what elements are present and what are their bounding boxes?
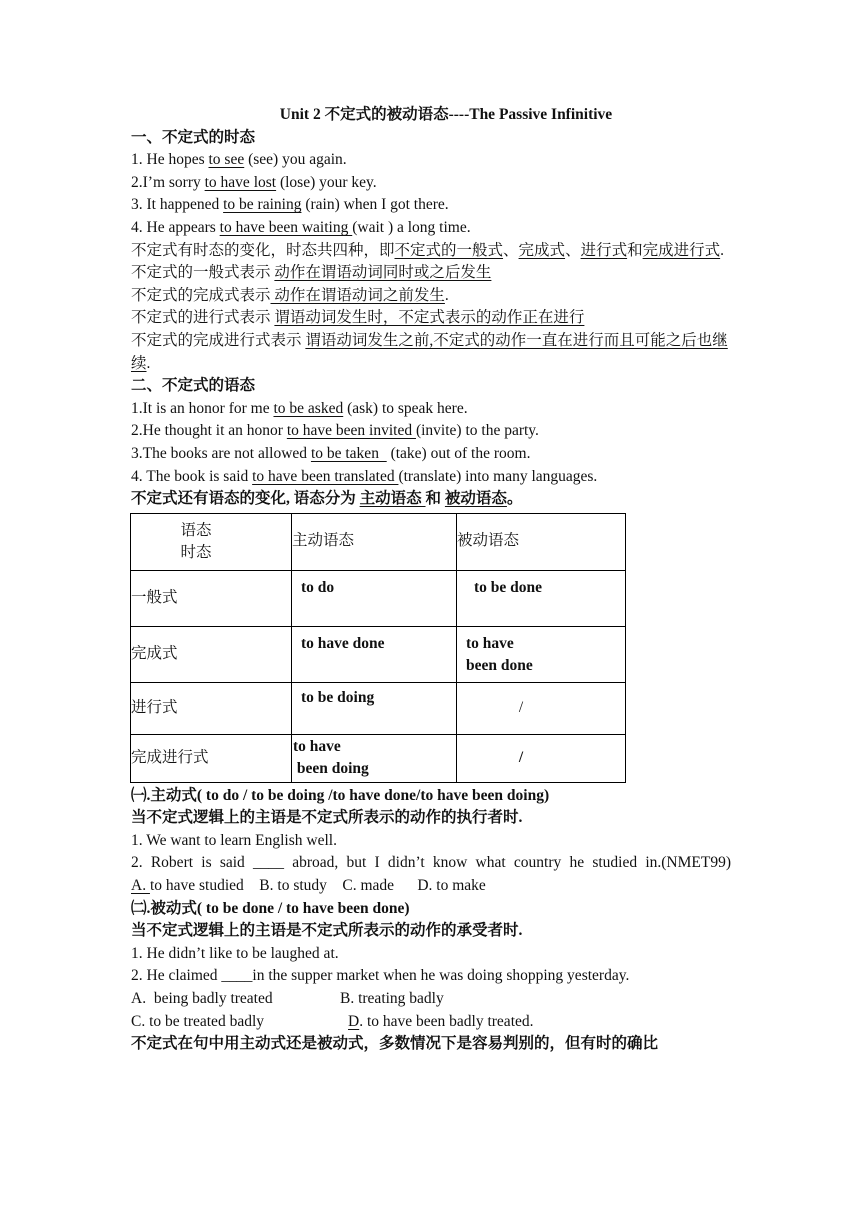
passive-example-2: 2. He claimed ____in the supper market when he was doing shopping yesterday. — [131, 967, 630, 985]
passive-form-heading: ㈡.被动式( to be done / to have been done) — [131, 899, 410, 917]
table-header-active: 主动语态 — [292, 513, 457, 570]
tense-example-2: 2.I’m sorry to have lost (lose) your key. — [131, 173, 377, 191]
option-b: B. to study — [259, 877, 327, 895]
table-row — [131, 570, 626, 626]
option-d-text: . to have been badly treated. — [359, 1012, 534, 1030]
passive-form-rule: 当不定式逻辑上的主语是不定式所表示的动作的承受者时. — [131, 922, 523, 940]
answer: to have been waiting — [219, 218, 353, 236]
option-a: A. being badly treated — [131, 990, 273, 1008]
answer: to see — [208, 151, 245, 169]
page-title: Unit 2 不定式的被动语态----The Passive Infinitive — [279, 106, 613, 123]
table-tense-cell: 完成式 — [131, 626, 292, 682]
option-d-label: D — [348, 1012, 360, 1030]
option-c: C. made — [342, 877, 395, 895]
answer: to be asked — [273, 399, 344, 417]
option-a-label: A. — [131, 877, 150, 895]
table-passive-cell: to be done — [457, 570, 626, 626]
table-active-cell: to have been doing — [292, 734, 457, 782]
answer: to have been translated — [252, 467, 399, 485]
active-example-1: 1. We want to learn English well. — [131, 831, 337, 849]
table-active-cell: to do — [292, 570, 457, 626]
option-c: C. to be treated badly — [131, 1012, 264, 1030]
table-tense-cell: 进行式 — [131, 682, 292, 734]
voice-example-4: 4. The book is said to have been translated (translate) into many languages. — [131, 467, 598, 485]
table-tense-cell: 一般式 — [131, 570, 292, 626]
passive-example-1: 1. He didn’t like to be laughed at. — [131, 944, 339, 962]
option-d: D. to make — [417, 877, 486, 895]
answer: to be raining — [223, 196, 302, 214]
active-example-2: 2. Robert is said ____ abroad, but I didn’t know what country he studied in.(NMET99) — [131, 854, 731, 872]
document-page — [131, 104, 731, 1056]
tense-example-3: 3. It happened to be raining (rain) when I got there. — [131, 196, 449, 214]
closing-paragraph: 不定式在句中用主动式还是被动式，多数情况下是容易判别的，但有时的确比 — [131, 1035, 659, 1053]
option-b: B. treating badly — [340, 990, 444, 1008]
table-tense-cell: 完成进行式 — [131, 734, 292, 782]
voice-example-2: 2.He thought it an honor to have been invited (invite) to the party. — [131, 422, 539, 440]
table-header-passive: 被动语态 — [457, 513, 626, 570]
table-header-row — [131, 513, 626, 570]
tense-example-1: 1. He hopes to see (see) you again. — [131, 151, 347, 169]
tense-voice-table — [130, 513, 626, 783]
active-options — [131, 875, 731, 898]
table-row — [131, 734, 626, 782]
table-passive-cell: / — [457, 682, 626, 734]
voice-example-3: 3.The books are not allowed to be taken (take) out of the room. — [131, 444, 531, 462]
passive-options-row1 — [131, 988, 731, 1011]
voice-example-1: 1.It is an honor for me to be asked (ask) to speak here. — [131, 399, 468, 417]
option-a-text: to have studied — [149, 877, 244, 895]
tense-rule-perfect: 不定式的完成式表示 动作在谓语动词之前发生. — [131, 286, 449, 304]
section1-heading: 一、不定式的时态 — [131, 128, 256, 146]
table-passive-cell: / — [457, 734, 626, 782]
tense-rule-perfect-progressive: 不定式的完成进行式表示 谓语动词发生之前,不定式的动作一直在进行而且可能之后也继续. — [131, 331, 728, 372]
answer: to have lost — [204, 173, 277, 191]
active-form-heading: ㈠.主动式( to do / to be doing /to have done/to have been doing) — [131, 786, 550, 804]
table-active-cell: to be doing — [292, 682, 457, 734]
table-row — [131, 682, 626, 734]
table-row — [131, 626, 626, 682]
answer: to have been invited — [286, 422, 416, 440]
tense-example-4: 4. He appears to have been waiting (wait ) a long time. — [131, 218, 471, 236]
table-passive-cell: to have been done — [457, 626, 626, 682]
voice-summary: 不定式还有语态的变化, 语态分为 主动语态 和 被动语态。 — [131, 490, 523, 508]
section2-heading: 二、不定式的语态 — [131, 377, 256, 395]
tense-rule-simple: 不定式的一般式表示 动作在谓语动词同时或之后发生 — [131, 264, 492, 282]
answer: to be taken — [310, 444, 387, 462]
table-active-cell: to have done — [292, 626, 457, 682]
tense-summary: 不定式有时态的变化，时态共四种，即不定式的一般式、完成式、进行式和完成进行式. — [131, 241, 724, 259]
table-corner-cell: 语态 时态 — [131, 513, 292, 570]
active-form-rule: 当不定式逻辑上的主语是不定式所表示的动作的执行者时. — [131, 809, 523, 827]
tense-rule-progressive: 不定式的进行式表示 谓语动词发生时，不定式表示的动作正在进行 — [131, 309, 585, 327]
passive-options-row2 — [131, 1011, 731, 1034]
